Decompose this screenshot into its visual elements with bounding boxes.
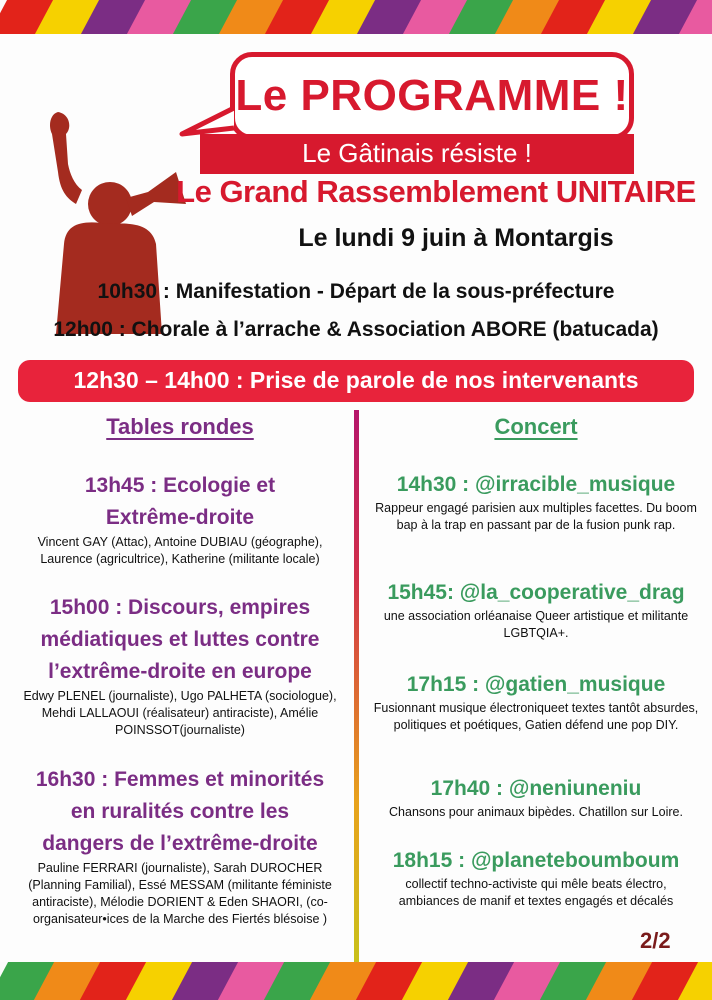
top-color-stripes <box>0 0 712 34</box>
table-ronde-3 <box>10 764 350 928</box>
concert-heading: Concert <box>494 414 578 439</box>
poster <box>0 34 712 962</box>
table-ronde-2 <box>10 592 350 739</box>
concert-desc: Rappeur engagé parisien aux multiples facettes. Du boom bap à la trap en passant par de la fusion punk rap. <box>375 501 697 532</box>
speech-bubble <box>230 52 634 140</box>
table-ronde-title: 15h00 : Discours, empires <box>49 596 311 619</box>
concert-item-2 <box>360 578 712 642</box>
concert-title: 17h40 : @neniuneniu <box>430 777 642 800</box>
concert-item-4 <box>360 774 712 821</box>
schedule-line-1: 10h30 : Manifestation - Départ de la sous-préfecture <box>97 280 615 303</box>
concert-desc: Fusionnant musique électroniqueet textes tantôt absurdes, politiques et poétiques, Gatien défend une pop DIY. <box>373 701 699 732</box>
column-divider <box>354 410 359 970</box>
table-ronde-title: Extrême-droite <box>105 506 255 529</box>
event-name: Le Grand Rassemblement UNITAIRE <box>176 174 696 209</box>
table-ronde-speakers: Edwy PLENEL (journaliste), Ugo PALHETA (sociologue), Mehdi LALLAOUI (réalisateur) antiraciste), Amélie POINSSOT(journaliste) <box>23 689 337 737</box>
event-date: Le lundi 9 juin à Montargis <box>298 224 614 252</box>
table-ronde-title: médiatiques et luttes contre <box>40 628 320 651</box>
page-number: 2/2 <box>640 928 671 953</box>
bubble-title: Le PROGRAMME ! <box>235 71 629 120</box>
concert-desc: collectif techno-activiste qui mêle beats électro, ambiances de manif et textes engagés et décalés <box>398 877 674 908</box>
table-ronde-title: 13h45 : Ecologie et <box>84 474 276 497</box>
table-ronde-title: l’extrême-droite en europe <box>48 660 312 683</box>
table-ronde-speakers: Pauline FERRARI (journaliste), Sarah DUROCHER (Planning Familial), Essé MESSAM (militante féministe antiraciste), Mélodie DORIENT & Eden SHAORI, (co-organisateur•ices de la Marche des Fiertés blésoise ) <box>28 861 332 926</box>
table-ronde-title: en ruralités contre les <box>70 800 290 823</box>
schedule-line-2: 12h00 : Chorale à l’arrache & Association ABORE (batucada) <box>53 318 659 341</box>
concert-title: 17h15 : @gatien_musique <box>406 673 666 696</box>
concert-title: 18h15 : @planeteboumboum <box>392 849 680 872</box>
concert-title: 15h45: @la_cooperative_drag <box>387 581 685 604</box>
bottom-color-stripes <box>0 962 712 1000</box>
tables-rondes-heading: Tables rondes <box>106 414 254 439</box>
concert-desc: une association orléanaise Queer artistique et militante LGBTQIA+. <box>383 609 689 640</box>
table-ronde-title: dangers de l’extrême-droite <box>42 832 318 855</box>
concert-item-1 <box>360 470 712 534</box>
subtitle: Le Gâtinais résiste ! <box>302 138 532 168</box>
table-ronde-1 <box>10 470 350 568</box>
highlight-text: 12h30 – 14h00 : Prise de parole de nos intervenants <box>73 367 639 393</box>
concert-desc: Chansons pour animaux bipèdes. Chatillon sur Loire. <box>389 805 683 819</box>
concert-title: 14h30 : @irracible_musique <box>396 473 676 496</box>
table-ronde-speakers: Vincent GAY (Attac), Antoine DUBIAU (géographe), Laurence (agricultrice), Katherine (militante locale) <box>37 535 323 566</box>
concert-item-3 <box>360 670 712 734</box>
concert-item-5 <box>360 846 712 910</box>
table-ronde-title: 16h30 : Femmes et minorités <box>35 768 325 791</box>
